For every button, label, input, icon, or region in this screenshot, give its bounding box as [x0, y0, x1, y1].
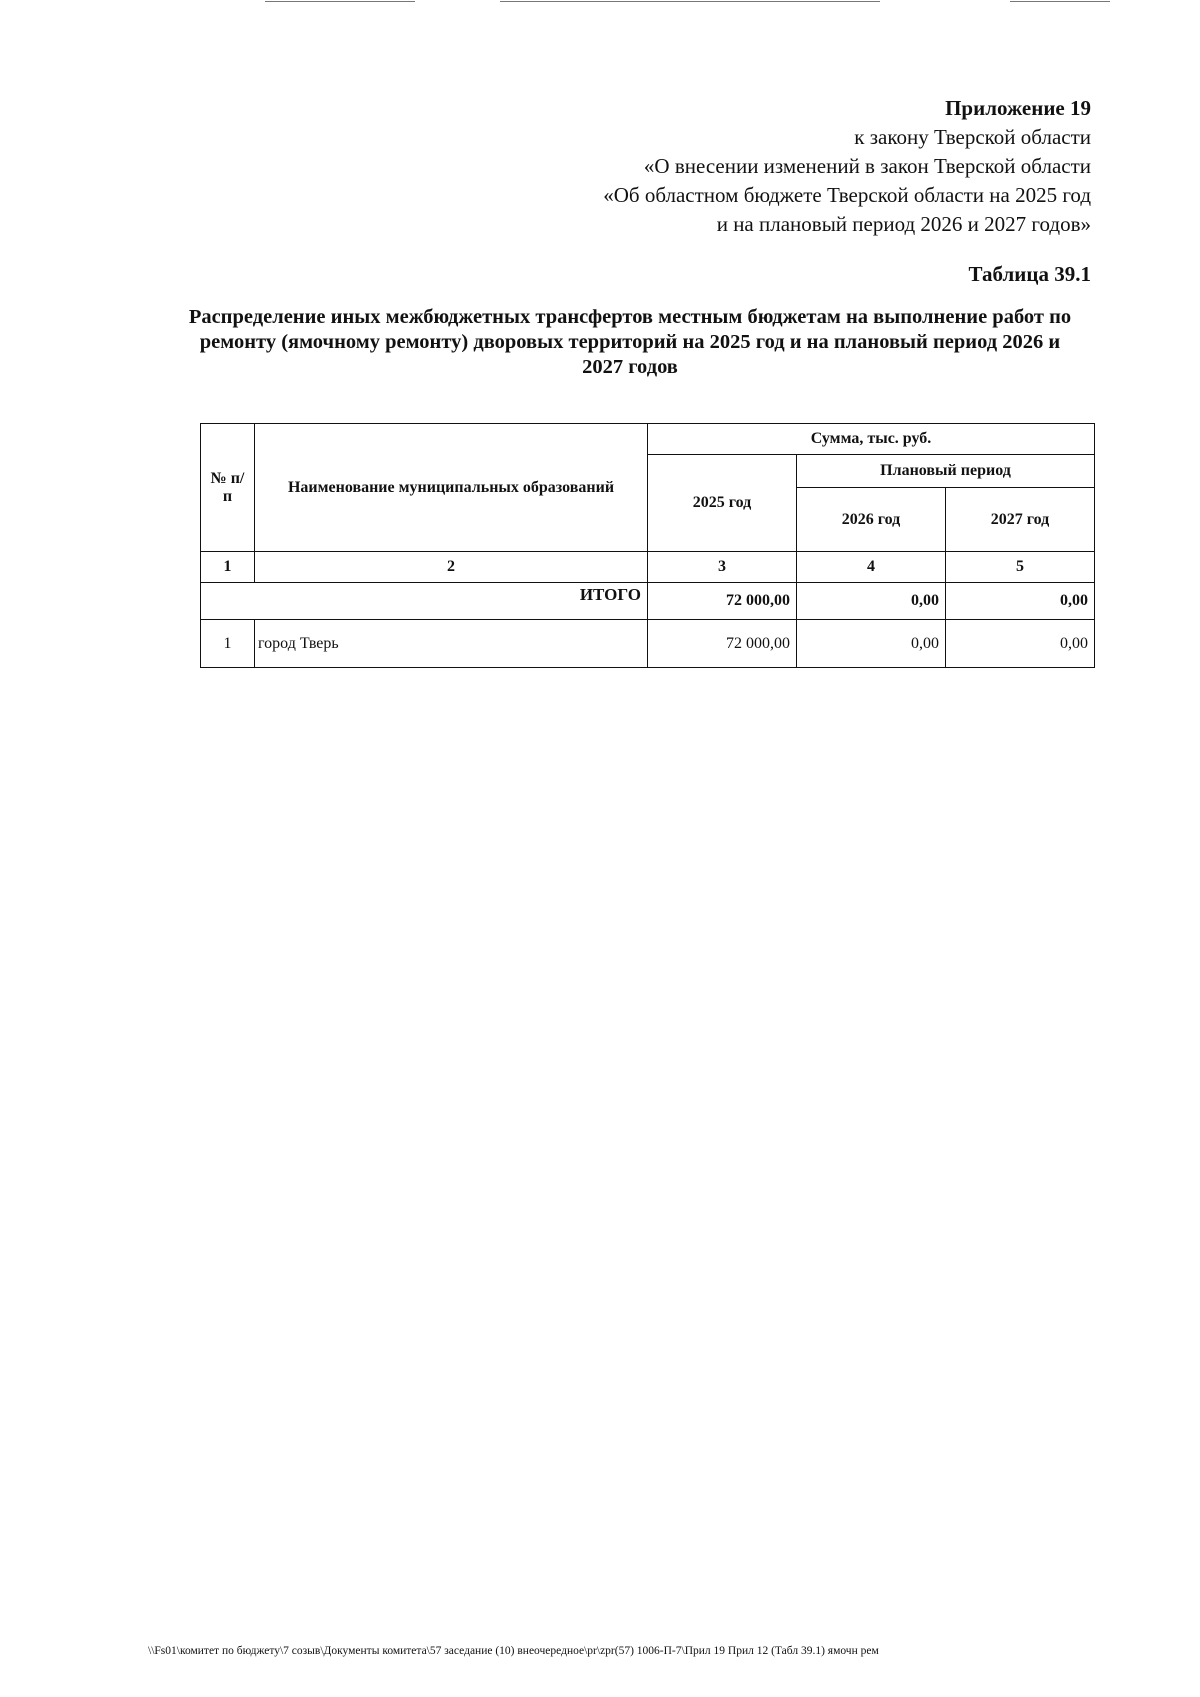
column-number-3: 3 — [648, 552, 797, 583]
top-scan-rule-3 — [1010, 1, 1110, 2]
column-numbers-row — [201, 552, 1095, 583]
total-row — [201, 583, 1095, 620]
column-number-4: 4 — [797, 552, 946, 583]
column-number-2: 2 — [255, 552, 648, 583]
row-2026-amount: 0,00 — [797, 620, 946, 668]
document-title: Распределение иных межбюджетных трансфертов местным бюджетам на выполнение работ по ремонту (ямочному ремонту) дворовых территорий на 2025 год и на плановый период 2026 и 2027 годов — [188, 306, 1072, 378]
column-number-1: 1 — [201, 552, 255, 583]
top-scan-rule-2 — [500, 1, 880, 2]
year-2027-header: 2027 год — [946, 488, 1095, 552]
sum-header: Сумма, тыс. руб. — [648, 424, 1095, 455]
appendix-header — [603, 94, 1091, 239]
row-2025-amount: 72 000,00 — [648, 620, 797, 668]
column-number-5: 5 — [946, 552, 1095, 583]
table-number: Таблица 39.1 — [968, 262, 1091, 286]
col-num-header: № п/п — [201, 424, 255, 552]
law-reference-line-3: «Об областном бюджете Тверской области на 2025 год — [603, 183, 1091, 207]
col-name-header: Наименование муниципальных образований — [255, 424, 648, 552]
plan-period-header: Плановый период — [797, 455, 1095, 488]
table-row — [201, 620, 1095, 668]
total-2027: 0,00 — [946, 583, 1095, 620]
transfers-table — [200, 423, 1095, 668]
year-2025-header: 2025 год — [648, 455, 797, 552]
row-2027-amount: 0,00 — [946, 620, 1095, 668]
law-reference-line-1: к закону Тверской области — [854, 125, 1091, 149]
header-row-sum — [201, 424, 1095, 455]
total-label: ИТОГО — [201, 583, 648, 620]
appendix-number: Приложение 19 — [945, 96, 1091, 120]
footer-file-path: \\Fs01\комитет по бюджету\7 созыв\Документы комитета\57 заседание (10) внеочередное\pr\zpr(57) 1006-П-7\Прил 19 Прил 12 (Табл 39.1) ямочн рем — [148, 1645, 879, 1657]
row-number: 1 — [201, 620, 255, 668]
law-reference-line-4: и на плановый период 2026 и 2027 годов» — [716, 212, 1091, 236]
top-scan-rule-1 — [265, 1, 415, 2]
total-2025: 72 000,00 — [648, 583, 797, 620]
year-2026-header: 2026 год — [797, 488, 946, 552]
law-reference-line-2: «О внесении изменений в закон Тверской области — [643, 154, 1091, 178]
total-2026: 0,00 — [797, 583, 946, 620]
municipality-name: город Тверь — [255, 620, 648, 668]
